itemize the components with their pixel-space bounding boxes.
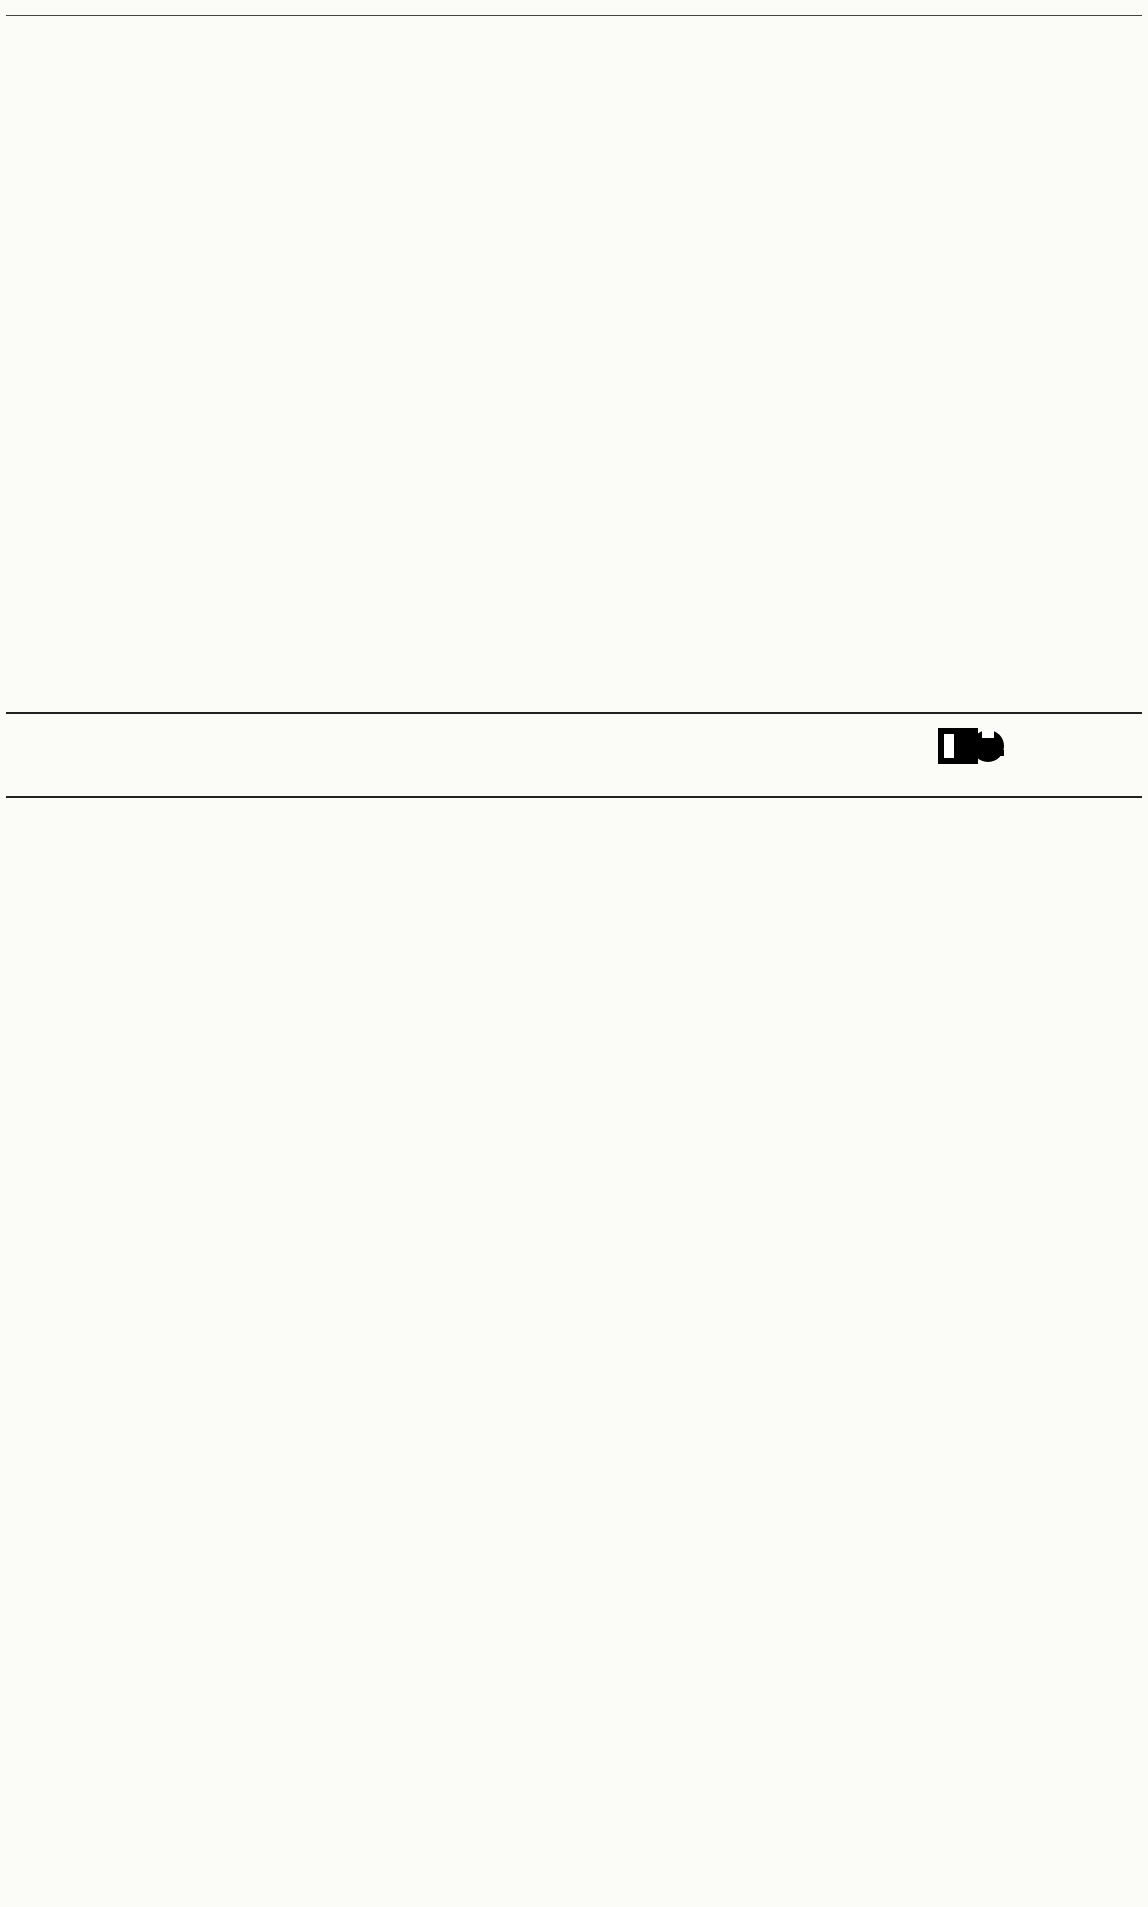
banner-title: [206, 720, 228, 776]
service-guide-section: [6, 802, 1142, 1882]
home-service-guide-banner: [6, 712, 1142, 798]
page-masthead: [6, 2, 1142, 16]
tools-icon: [936, 720, 1006, 772]
classified-top-section: [6, 20, 1142, 710]
